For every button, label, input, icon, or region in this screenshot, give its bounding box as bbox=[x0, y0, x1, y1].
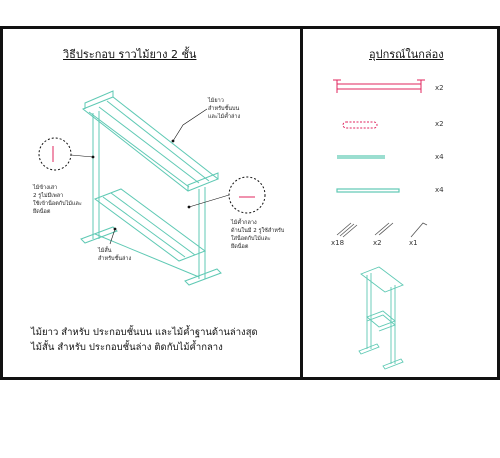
hex-key-icon bbox=[411, 223, 427, 237]
assembly-sheet bbox=[0, 26, 500, 380]
parts-diagram bbox=[303, 29, 500, 383]
assembled-preview-icon bbox=[359, 267, 403, 369]
qty-hex-key: x1 bbox=[409, 239, 418, 247]
right-panel-title: อุปกรณ์ในกล่อง bbox=[369, 48, 444, 61]
qty-bolts: x2 bbox=[373, 239, 382, 247]
caption-line-1: ไม้ยาว สำหรับ ประกอบชั้นบน และไม้ค้ำฐานด้านล่างสุด bbox=[31, 327, 258, 338]
caption-line-2: ไม้สั้น สำหรับ ประกอบชั้นล่าง ติดกับไม้ค้ำกลาง bbox=[31, 342, 223, 353]
part-long-rail-icon bbox=[337, 189, 399, 192]
screws-icon bbox=[337, 223, 357, 237]
bolts-icon bbox=[375, 223, 393, 235]
qty-medium-pole: x4 bbox=[435, 153, 444, 161]
callout-short: ไม้สั้น สำหรับชั้นล่าง bbox=[98, 248, 132, 262]
callout-middle: ไม้ค้ำกลาง ด้านในมี 2 รูใช้สำหรับ ใส่น็อตกับไม้และ ยึดน็อต bbox=[231, 220, 285, 250]
left-panel-title: วิธีประกอบ ราวไม้ยาง 2 ชั้น bbox=[63, 48, 197, 61]
part-long-pole-icon bbox=[333, 80, 425, 93]
part-connector-icon bbox=[343, 122, 377, 128]
callout-long-top: ไม้ยาว สำหรับชั้นบน และไม้ค้ำล่าง bbox=[208, 98, 241, 120]
qty-screws: x18 bbox=[331, 239, 345, 247]
qty-connector: x2 bbox=[435, 120, 444, 128]
caption bbox=[31, 325, 258, 355]
qty-long-rail: x4 bbox=[435, 186, 444, 194]
qty-long-pole: x2 bbox=[435, 84, 444, 92]
part-medium-pole-icon bbox=[337, 156, 385, 158]
callout-post: ไม้ข้างเสา 2 รูไม่มีเพลา ใช้เข้าน็อตกับไม้และ ยึดน็อต bbox=[33, 185, 82, 215]
